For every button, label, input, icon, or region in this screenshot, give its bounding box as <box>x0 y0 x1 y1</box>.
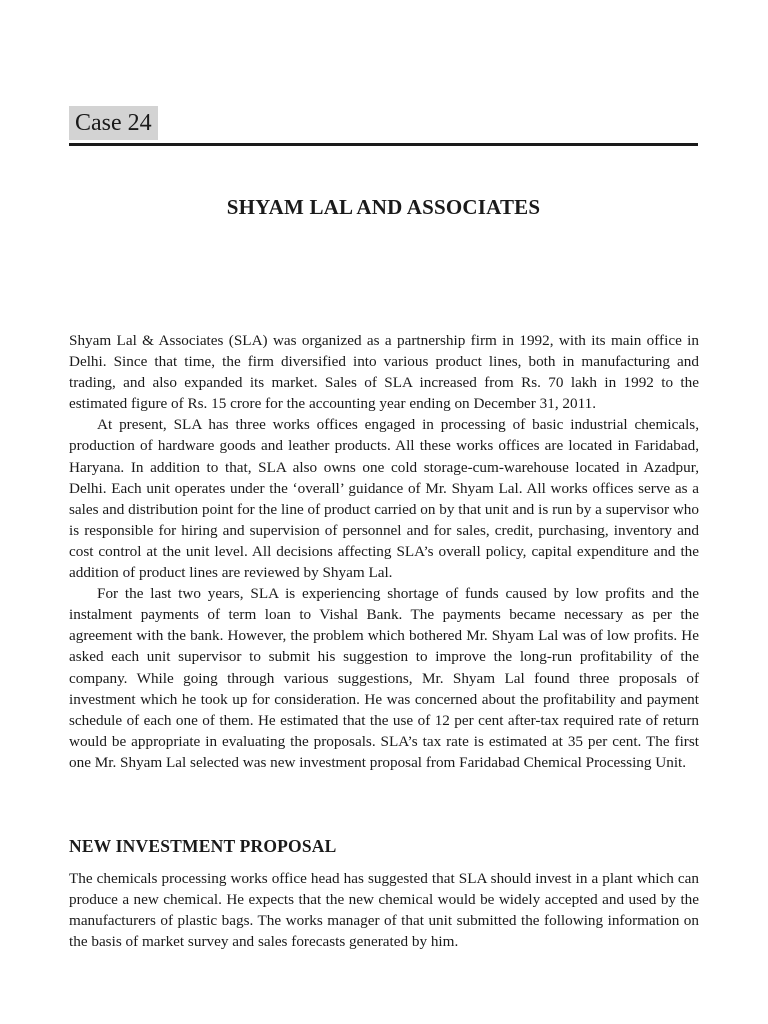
paragraph-1: Shyam Lal & Associates (SLA) was organized as a partnership firm in 1992, with its main office in Delhi. Since that time, the firm diversified into various product lines, both in manufacturing and trading, and also expanded its market. Sales of SLA increased from Rs. 70 lakh in 1992 to the estimated figure of Rs. 15 crore for the accounting year ending on December 31, 2011. <box>69 332 699 413</box>
section-text <box>69 868 699 952</box>
case-title: SHYAM LAL AND ASSOCIATES <box>226 195 541 219</box>
case-number-label: Case 24 <box>69 106 158 140</box>
section-paragraph: The chemicals processing works office head has suggested that SLA should invest in a plant which can produce a new chemical. He expects that the new chemical would be widely accepted and used by the manufacturers of plastic bags. The works manager of that unit submitted the following information on the basis of market survey and sales forecasts generated by him. <box>69 870 699 951</box>
paragraph-3: For the last two years, SLA is experiencing shortage of funds caused by low profits and the instalment payments of term loan to Vishal Bank. The payments became necessary as per the agreement with the bank. However, the problem which bothered Mr. Shyam Lal was of low profits. He asked each unit supervisor to submit his suggestion to improve the long-run profitability of the company. While going through various suggestions, Mr. Shyam Lal found three proposals of investment which he took up for consideration. He was concerned about the profitability and payment schedule of each one of them. He estimated that the use of 12 per cent after-tax required rate of return would be appropriate in evaluating the proposals. SLA’s tax rate is estimated at 35 per cent. The first one Mr. Shyam Lal selected was new investment proposal from Faridabad Chemical Processing Unit. <box>69 585 699 771</box>
paragraph-2: At present, SLA has three works offices engaged in processing of basic industrial chemicals, production of hardware goods and leather products. All these works offices are located in Faridabad, Haryana. In addition to that, SLA also owns one cold storage-cum-warehouse located in Azadpur, Delhi. Each unit operates under the ‘overall’ guidance of Mr. Shyam Lal. All works offices serve as a sales and distribution point for the line of product carried on by that unit and is run by a supervisor who is responsible for hiring and supervision of personnel and for sales, credit, purchasing, inventory and cost control at the unit level. All decisions affecting SLA’s overall policy, capital expenditure and the addition of product lines are reviewed by Shyam Lal. <box>69 416 699 582</box>
section-heading: NEW INVESTMENT PROPOSAL <box>69 836 337 856</box>
header-rule <box>69 143 698 146</box>
intro-text <box>69 330 699 773</box>
